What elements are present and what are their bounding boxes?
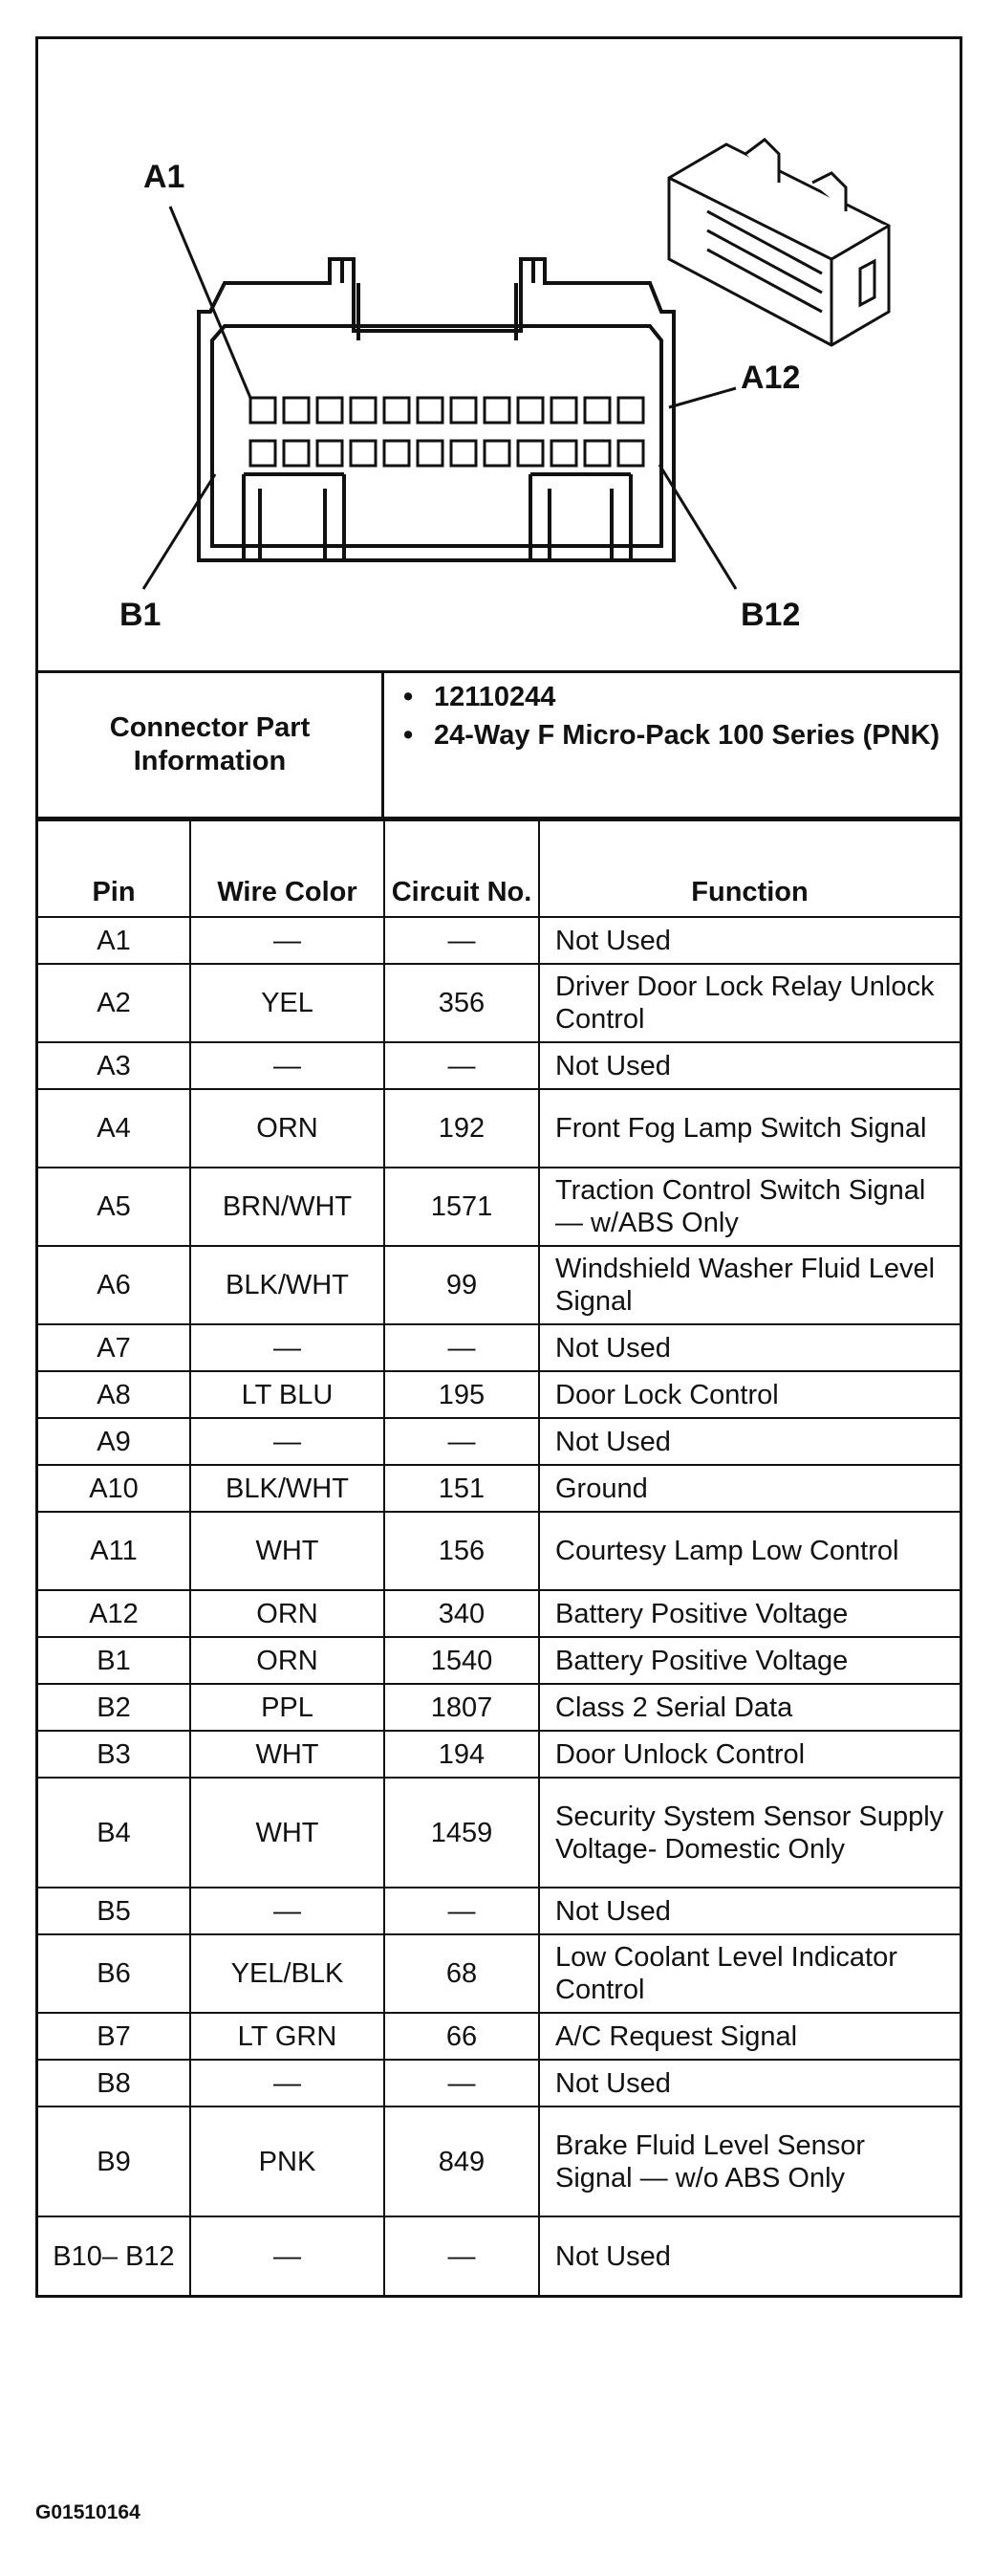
cell-function: Courtesy Lamp Low Control bbox=[539, 1512, 960, 1590]
pin-cavity bbox=[518, 398, 543, 423]
cell-function: A/C Request Signal bbox=[539, 2013, 960, 2060]
table-row bbox=[38, 1042, 960, 1089]
pin-cavity bbox=[451, 441, 476, 466]
cell-pin: B8 bbox=[38, 2060, 190, 2107]
cell-function: Brake Fluid Level Sensor Signal — w/o ABS Only bbox=[539, 2107, 960, 2216]
cell-circuit-no: — bbox=[384, 2216, 539, 2295]
cell-circuit-no: — bbox=[384, 1418, 539, 1465]
cell-pin: A8 bbox=[38, 1371, 190, 1418]
cell-wire-color: — bbox=[190, 917, 384, 964]
cell-circuit-no: — bbox=[384, 917, 539, 964]
cell-function: Front Fog Lamp Switch Signal bbox=[539, 1089, 960, 1168]
table-row bbox=[38, 1371, 960, 1418]
cell-function: Traction Control Switch Signal — w/ABS Only bbox=[539, 1168, 960, 1246]
table-row bbox=[38, 2060, 960, 2107]
table-row bbox=[38, 1324, 960, 1371]
table-row bbox=[38, 1934, 960, 2013]
pin-cavity bbox=[351, 441, 376, 466]
cell-wire-color: — bbox=[190, 2060, 384, 2107]
cell-function: Windshield Washer Fluid Level Signal bbox=[539, 1246, 960, 1324]
cell-function: Ground bbox=[539, 1465, 960, 1512]
pin-cavity bbox=[551, 441, 576, 466]
cell-circuit-no: 356 bbox=[384, 964, 539, 1042]
cell-wire-color: YEL bbox=[190, 964, 384, 1042]
table-row bbox=[38, 1246, 960, 1324]
table-row bbox=[38, 2107, 960, 2216]
pin-cavity bbox=[618, 398, 643, 423]
table-header-row bbox=[38, 820, 960, 917]
cell-function: Not Used bbox=[539, 1042, 960, 1089]
cell-pin: A11 bbox=[38, 1512, 190, 1590]
cell-pin: A1 bbox=[38, 917, 190, 964]
cell-wire-color: — bbox=[190, 1324, 384, 1371]
table-row bbox=[38, 1418, 960, 1465]
cell-pin: A10 bbox=[38, 1465, 190, 1512]
header-circuit-no: Circuit No. bbox=[384, 820, 539, 917]
table-row bbox=[38, 1590, 960, 1637]
cell-circuit-no: 68 bbox=[384, 1934, 539, 2013]
cell-pin: B3 bbox=[38, 1731, 190, 1778]
pin-cavity bbox=[585, 441, 610, 466]
table-row bbox=[38, 1888, 960, 1934]
cell-pin: B9 bbox=[38, 2107, 190, 2216]
cell-function: Not Used bbox=[539, 1418, 960, 1465]
cell-circuit-no: — bbox=[384, 1888, 539, 1934]
pin-cavity bbox=[250, 398, 275, 423]
connector-part-details bbox=[384, 673, 960, 817]
pin-cavity bbox=[284, 398, 309, 423]
cell-circuit-no: 66 bbox=[384, 2013, 539, 2060]
cell-function: Not Used bbox=[539, 2216, 960, 2295]
cell-pin: B2 bbox=[38, 1684, 190, 1731]
pinout-table bbox=[38, 819, 960, 2295]
pin-cavity bbox=[384, 398, 409, 423]
pin-cavity bbox=[250, 441, 275, 466]
label-b1: B1 bbox=[119, 597, 162, 633]
pin-cavity bbox=[618, 441, 643, 466]
table-row bbox=[38, 1512, 960, 1590]
cell-pin: A5 bbox=[38, 1168, 190, 1246]
cell-function: Low Coolant Level Indicator Control bbox=[539, 1934, 960, 2013]
cell-circuit-no: 156 bbox=[384, 1512, 539, 1590]
cell-function: Door Lock Control bbox=[539, 1371, 960, 1418]
cell-pin: B5 bbox=[38, 1888, 190, 1934]
table-row bbox=[38, 917, 960, 964]
cell-wire-color: WHT bbox=[190, 1778, 384, 1888]
cell-circuit-no: 1571 bbox=[384, 1168, 539, 1246]
cell-pin: A4 bbox=[38, 1089, 190, 1168]
cell-wire-color: LT GRN bbox=[190, 2013, 384, 2060]
table-row bbox=[38, 1168, 960, 1246]
pin-cavity bbox=[284, 441, 309, 466]
cell-pin: A3 bbox=[38, 1042, 190, 1089]
table-row bbox=[38, 1637, 960, 1684]
cell-wire-color: ORN bbox=[190, 1637, 384, 1684]
cell-circuit-no: 849 bbox=[384, 2107, 539, 2216]
pin-cavity bbox=[485, 398, 509, 423]
cell-wire-color: YEL/BLK bbox=[190, 1934, 384, 2013]
cell-circuit-no: 99 bbox=[384, 1246, 539, 1324]
cell-pin: A7 bbox=[38, 1324, 190, 1371]
pin-cavity bbox=[317, 398, 342, 423]
cell-circuit-no: 1807 bbox=[384, 1684, 539, 1731]
cell-circuit-no: 1459 bbox=[384, 1778, 539, 1888]
pin-cavity bbox=[451, 398, 476, 423]
connector-part-info bbox=[38, 673, 960, 819]
connector-sheet bbox=[35, 36, 962, 2298]
cell-wire-color: BLK/WHT bbox=[190, 1246, 384, 1324]
cell-circuit-no: — bbox=[384, 1042, 539, 1089]
cell-function: Not Used bbox=[539, 2060, 960, 2107]
cell-wire-color: BRN/WHT bbox=[190, 1168, 384, 1246]
label-b12: B12 bbox=[741, 597, 801, 633]
table-row bbox=[38, 2216, 960, 2295]
cell-pin: B7 bbox=[38, 2013, 190, 2060]
cell-pin: B6 bbox=[38, 1934, 190, 2013]
cell-function: Battery Positive Voltage bbox=[539, 1637, 960, 1684]
table-row bbox=[38, 1465, 960, 1512]
connector-face-drawing bbox=[38, 39, 960, 670]
cell-circuit-no: — bbox=[384, 1324, 539, 1371]
cell-wire-color: WHT bbox=[190, 1731, 384, 1778]
cell-function: Not Used bbox=[539, 917, 960, 964]
cell-wire-color: PPL bbox=[190, 1684, 384, 1731]
pin-cavity bbox=[585, 398, 610, 423]
cell-pin: B4 bbox=[38, 1778, 190, 1888]
table-row bbox=[38, 1778, 960, 1888]
figure-code: G01510164 bbox=[35, 2501, 140, 2523]
cell-pin: A2 bbox=[38, 964, 190, 1042]
cell-wire-color: PNK bbox=[190, 2107, 384, 2216]
cell-function: Driver Door Lock Relay Unlock Control bbox=[539, 964, 960, 1042]
cell-wire-color: BLK/WHT bbox=[190, 1465, 384, 1512]
cell-pin: B1 bbox=[38, 1637, 190, 1684]
cell-wire-color: ORN bbox=[190, 1089, 384, 1168]
cell-function: Door Unlock Control bbox=[539, 1731, 960, 1778]
table-row bbox=[38, 2013, 960, 2060]
cell-wire-color: LT BLU bbox=[190, 1371, 384, 1418]
cell-circuit-no: 195 bbox=[384, 1371, 539, 1418]
part-number: • 12110244 bbox=[399, 681, 944, 713]
cell-wire-color: — bbox=[190, 2216, 384, 2295]
label-a1: A1 bbox=[143, 159, 185, 195]
cell-pin: A12 bbox=[38, 1590, 190, 1637]
cell-function: Class 2 Serial Data bbox=[539, 1684, 960, 1731]
cell-pin: A6 bbox=[38, 1246, 190, 1324]
connector-part-label: Connector Part Information bbox=[38, 673, 384, 817]
cell-function: Not Used bbox=[539, 1888, 960, 1934]
cell-function: Not Used bbox=[539, 1324, 960, 1371]
pin-cavity bbox=[418, 441, 443, 466]
cell-function: Battery Positive Voltage bbox=[539, 1590, 960, 1637]
cell-wire-color: — bbox=[190, 1888, 384, 1934]
cell-circuit-no: 340 bbox=[384, 1590, 539, 1637]
cell-wire-color: — bbox=[190, 1042, 384, 1089]
cell-wire-color: WHT bbox=[190, 1512, 384, 1590]
table-row bbox=[38, 1089, 960, 1168]
cell-circuit-no: 151 bbox=[384, 1465, 539, 1512]
cell-circuit-no: 194 bbox=[384, 1731, 539, 1778]
cell-function: Security System Sensor Supply Voltage- Domestic Only bbox=[539, 1778, 960, 1888]
connector-diagram bbox=[38, 39, 960, 673]
cell-pin: A9 bbox=[38, 1418, 190, 1465]
pin-cavity bbox=[317, 441, 342, 466]
cell-wire-color: ORN bbox=[190, 1590, 384, 1637]
cell-circuit-no: 1540 bbox=[384, 1637, 539, 1684]
pin-cavity bbox=[384, 441, 409, 466]
cell-circuit-no: — bbox=[384, 2060, 539, 2107]
header-wire-color: Wire Color bbox=[190, 820, 384, 917]
pin-cavity bbox=[351, 398, 376, 423]
cell-circuit-no: 192 bbox=[384, 1089, 539, 1168]
pin-cavity bbox=[551, 398, 576, 423]
table-row bbox=[38, 1731, 960, 1778]
part-description: • 24-Way F Micro-Pack 100 Series (PNK) bbox=[399, 719, 944, 752]
cell-wire-color: — bbox=[190, 1418, 384, 1465]
label-a12: A12 bbox=[741, 360, 801, 396]
header-function: Function bbox=[539, 820, 960, 917]
table-row bbox=[38, 1684, 960, 1731]
pin-cavity bbox=[485, 441, 509, 466]
header-pin: Pin bbox=[38, 820, 190, 917]
pin-cavity bbox=[518, 441, 543, 466]
pin-cavity bbox=[418, 398, 443, 423]
table-row bbox=[38, 964, 960, 1042]
cell-pin: B10– B12 bbox=[38, 2216, 190, 2295]
